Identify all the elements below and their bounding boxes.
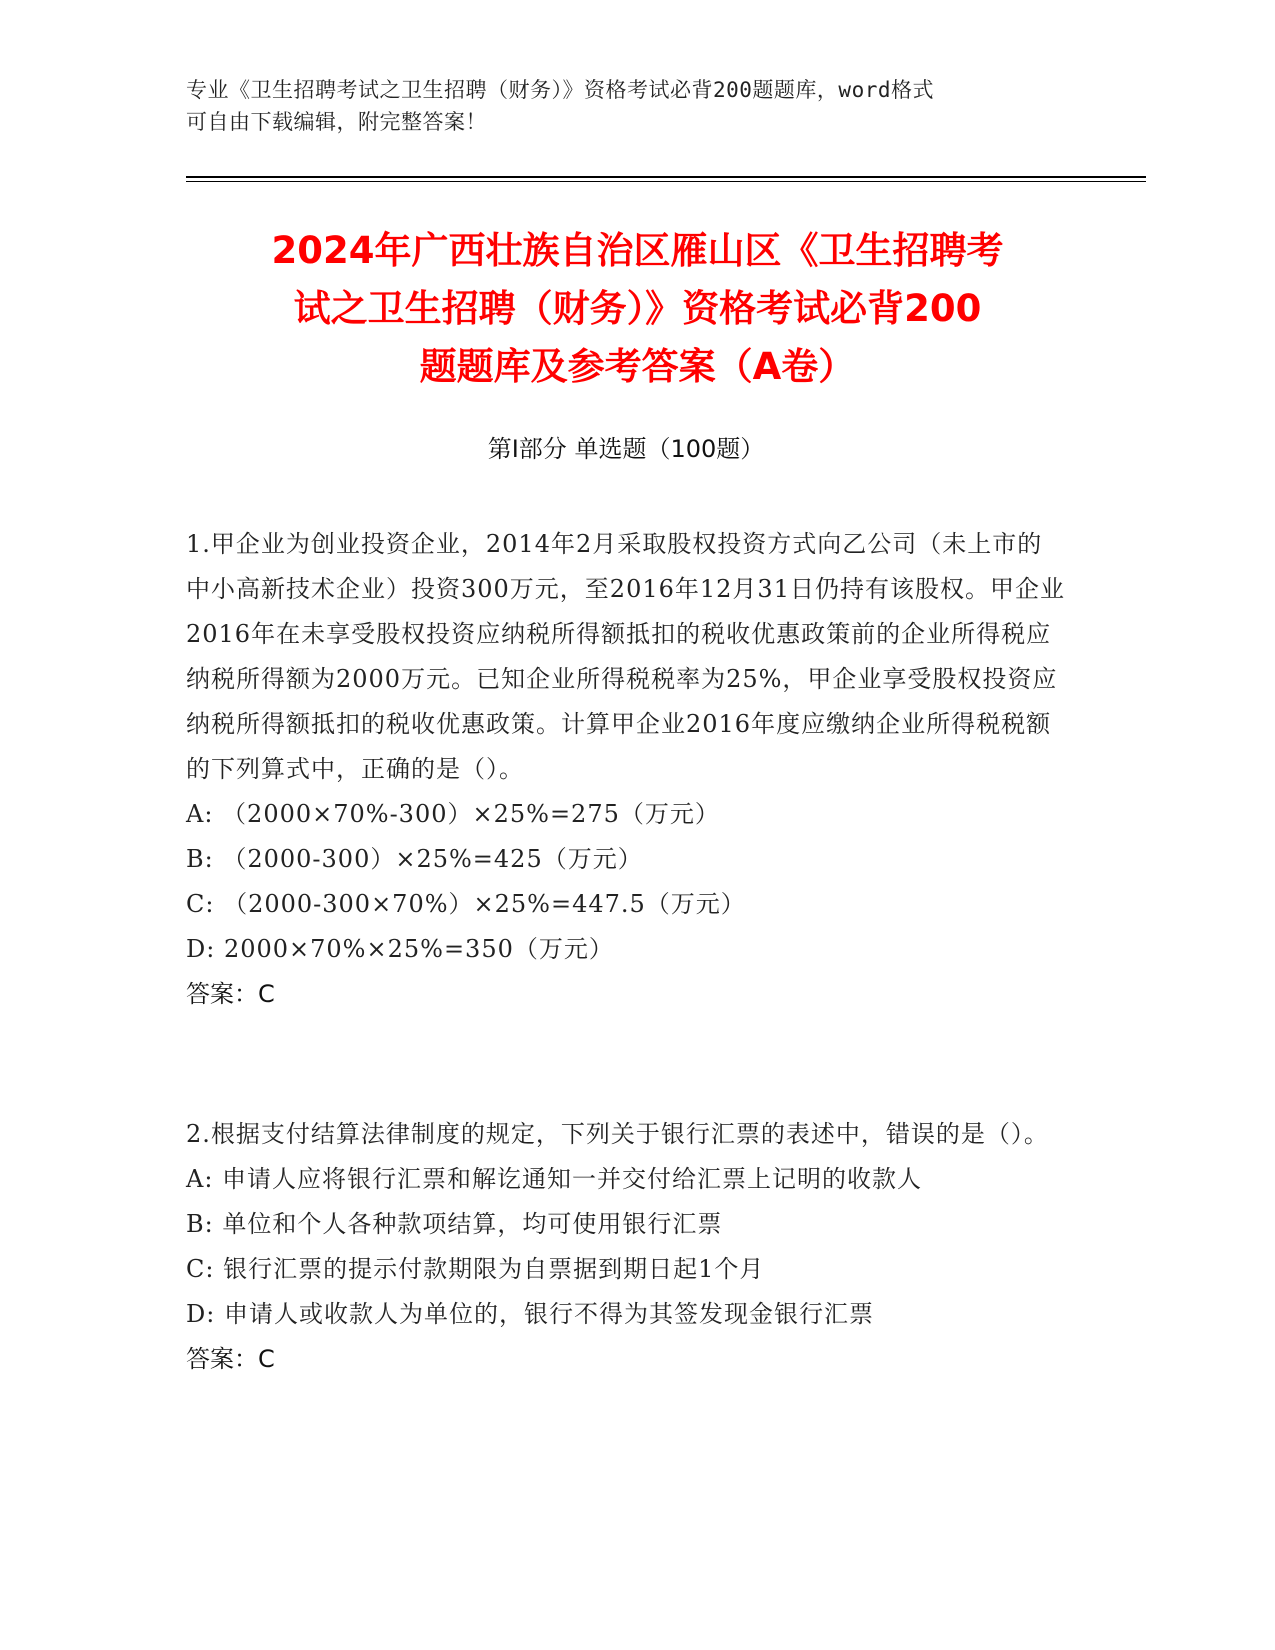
header-divider-thick xyxy=(186,176,1146,178)
question-2 xyxy=(186,1112,1066,1382)
document-title-line-3: 题题库及参考答案（A卷） xyxy=(419,345,856,388)
question-1-answer: 答案：C xyxy=(186,980,275,1008)
question-2-option-a: A: 申请人应将银行汇票和解讫通知一并交付给汇票上记明的收款人 xyxy=(186,1165,923,1193)
question-2-answer: 答案：C xyxy=(186,1345,275,1373)
header-note-line-2: 可自由下载编辑，附完整答案！ xyxy=(186,110,487,134)
header-divider-thin xyxy=(186,181,1146,182)
question-1-option-a: A: （2000×70%-300）×25%=275（万元） xyxy=(186,800,720,828)
document-title xyxy=(170,222,1105,396)
question-1-option-d: D: 2000×70%×25%=350（万元） xyxy=(186,935,614,963)
document-title-line-2: 试之卫生招聘（财务）》资格考试必背200 xyxy=(293,287,982,330)
question-2-option-d: D: 申请人或收款人为单位的，银行不得为其签发现金银行汇票 xyxy=(186,1300,874,1328)
document-title-line-1: 2024年广西壮族自治区雁山区《卫生招聘考 xyxy=(271,229,1004,272)
question-2-stem: 2.根据支付结算法律制度的规定，下列关于银行汇票的表述中，错误的是（）。 xyxy=(186,1120,1049,1148)
header-note-line-1: 专业《卫生招聘考试之卫生招聘（财务）》资格考试必背200题题库，word格式 xyxy=(186,78,934,102)
question-1-option-c: C: （2000-300×70%）×25%=447.5（万元） xyxy=(186,890,746,918)
section-heading: 第Ⅰ部分 单选题（100题） xyxy=(487,435,765,463)
question-1 xyxy=(186,522,1066,1017)
question-2-option-c: C: 银行汇票的提示付款期限为自票据到期日起1个月 xyxy=(186,1255,765,1283)
question-1-option-b: B: （2000-300）×25%=425（万元） xyxy=(186,845,643,873)
question-1-stem: 1.甲企业为创业投资企业，2014年2月采取股权投资方式向乙公司（未上市的中小高新技术企业）投资300万元，至2016年12月31日仍持有该股权。甲企业2016年在未享受股权投资应纳税所得额抵扣的税收优惠政策前的企业所得税应纳税所得额为2000万元。已知企业所得税税率为25%，甲企业享受股权投资应纳税所得额抵扣的税收优惠政策。计算甲企业2016年度应缴纳企业所得税税额的下列算式中，正确的是（）。 xyxy=(186,530,1065,783)
question-2-option-b: B: 单位和个人各种款项结算，均可使用银行汇票 xyxy=(186,1210,723,1238)
header-note xyxy=(186,74,1066,138)
